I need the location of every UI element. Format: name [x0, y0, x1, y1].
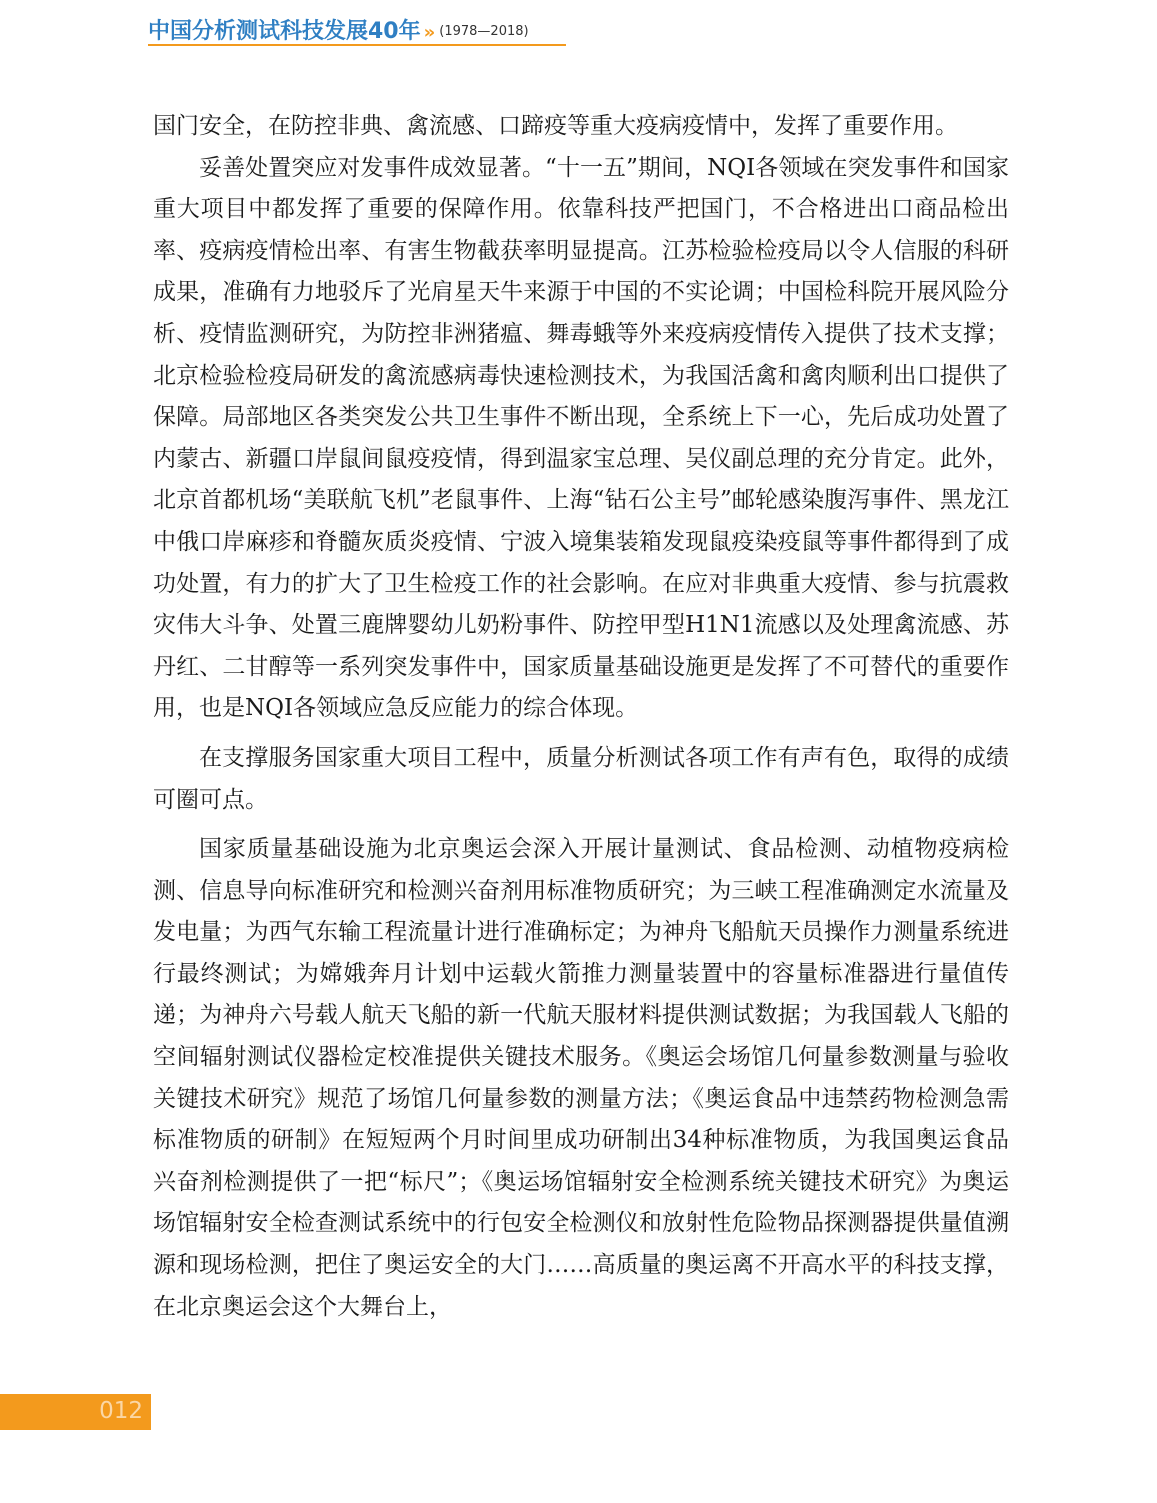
page-number-tab — [0, 1394, 151, 1430]
body-text — [153, 106, 1009, 1328]
paragraph-1: 国门安全，在防控非典、禽流感、口蹄疫等重大疫病疫情中，发挥了重要作用。 — [153, 113, 958, 139]
paragraph-4: 国家质量基础设施为北京奥运会深入开展计量测试、食品检测、动植物疫病检测、信息导向标准研究和检测兴奋剂用标准物质研究；为三峡工程准确测定水流量及发电量；为西气东输工程流量计进行准确标定；为神舟飞船航天员操作力测量系统进行最终测试；为嫦娥奔月计划中运载火箭推力测量装置中的容量标准器进行量值传递；为神舟六号载人航天飞船的新一代航天服材料提供测试数据；为我国载人飞船的空间辐射测试仪器检定校准提供关键技术服务。《奥运会场馆几何量参数测量与验收关键技术研究》规范了场馆几何量参数的测量方法；《奥运食品中违禁药物检测急需标准物质的研制》在短短两个月时间里成功研制出34种标准物质，为我国奥运食品兴奋剂检测提供了一把“标尺”；《奥运场馆辐射安全检测系统关键技术研究》为奥运场馆辐射安全检查测试系统中的行包安全检测仪和放射性危险物品探测器提供量值溯源和现场检测，把住了奥运安全的大门……高质量的奥运离不开高水平的科技支撑，在北京奥运会这个大舞台上， — [153, 836, 1009, 1320]
paragraph-3: 在支撑服务国家重大项目工程中，质量分析测试各项工作有声有色，取得的成绩可圈可点。 — [153, 744, 1009, 813]
paragraph-2: 妥善处置突应对发事件成效显著。“十一五”期间，NQI各领域在突发事件和国家重大项目中都发挥了重要的保障作用。依靠科技严把国门，不合格进出口商品检出率、疫病疫情检出率、有害生物截获率明显提高。江苏检验检疫局以令人信服的科研成果，准确有力地驳斥了光肩星天牛来源于中国的不实论调；中国检科院开展风险分析、疫情监测研究，为防控非洲猪瘟、舞毒蛾等外来疫病疫情传入提供了技术支撑；北京检验检疫局研发的禽流感病毒快速检测技术，为我国活禽和禽肉顺利出口提供了保障。局部地区各类突发公共卫生事件不断出现，全系统上下一心，先后成功处置了内蒙古、新疆口岸鼠间鼠疫疫情，得到温家宝总理、吴仪副总理的充分肯定。此外，北京首都机场“美联航飞机”老鼠事件、上海“钻石公主号”邮轮感染腹泻事件、黑龙江中俄口岸麻疹和脊髓灰质炎疫情、宁波入境集装箱发现鼠疫染疫鼠等事件都得到了成功处置，有力的扩大了卫生检疫工作的社会影响。在应对非典重大疫情、参与抗震救灾伟大斗争、处置三鹿牌婴幼儿奶粉事件、防控甲型H1N1流感以及处理禽流感、苏丹红、二甘醇等一系列突发事件中，国家质量基础设施更是发挥了不可替代的重要作用，也是NQI各领域应急反应能力的综合体现。 — [153, 154, 1009, 722]
year-range: (1978—2018) — [439, 24, 529, 39]
book-title: 中国分析测试科技发展40年 — [148, 19, 421, 44]
running-header — [148, 14, 529, 45]
header-underline — [148, 44, 566, 46]
page-number: 012 — [99, 1398, 143, 1424]
double-chevron-icon: » — [423, 22, 436, 43]
